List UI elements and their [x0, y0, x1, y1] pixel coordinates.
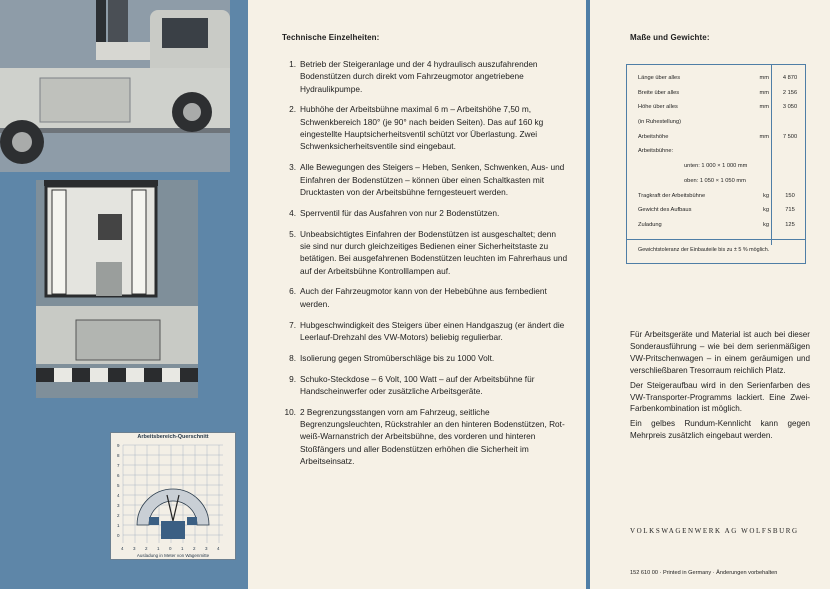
item-number: 10. — [284, 406, 296, 417]
technical-details-title: Technische Einzelheiten: — [282, 33, 380, 42]
table-row — [627, 218, 805, 233]
row-label: Zuladung — [638, 221, 662, 228]
table-row — [627, 86, 805, 101]
dimensions-table — [626, 64, 806, 264]
x-tick-label: 2 — [193, 546, 196, 551]
y-tick-label: 7 — [117, 463, 120, 468]
description-paragraph: Für Arbeitsgeräte und Material ist auch bei dieser Sonderausführung – wie bei dem serienmäßigen VW-Pritschenwagen – in einem geräumigen und verschließbaren Tresorraum reichlich Platz. — [630, 330, 810, 375]
vehicle-rear-photo — [36, 180, 198, 398]
row-label: (in Ruhestellung) — [638, 119, 681, 126]
row-label: Arbeitsbühne: — [638, 148, 674, 155]
item-text: Unbeabsichtigtes Einfahren der Bodenstützen ist ausgeschaltet; denn sie sind nur durch gleichzeitiges Bedienen einer Sicherheitstaste zu betätigen. Bei ausgefahrenen Bodenstützen leuchten im Fahrerhaus und auf der Arbeitsbühne Kontrolllampen auf. — [300, 228, 568, 276]
y-tick-label: 2 — [117, 513, 120, 518]
technical-details-column — [248, 0, 586, 589]
diagram-title: Arbeitsbereich-Querschnitt — [137, 434, 209, 440]
item-number: 2. — [289, 104, 296, 115]
table-row — [627, 71, 805, 86]
item-number: 1. — [289, 59, 296, 69]
row-value: 150 — [785, 192, 795, 199]
item-text: 2 Begrenzungsstangen vorn am Fahrzeug, seitliche Begrenzungsleuchten, Rückstrahler an den hinteren Bodenstützen, Rot-weiß-Warnanstrich der Arbeitsbühne, des vorderen und hinteren Stoßfängers und aller Bodenstützen erhöhen die Sicherheit im Arbeitseinsatz. — [300, 406, 565, 467]
vehicle-side-photo — [0, 0, 230, 172]
photo-panel — [0, 0, 248, 589]
technical-detail-item — [280, 207, 568, 219]
table-row — [627, 115, 805, 130]
x-tick-label: 2 — [145, 546, 148, 551]
x-tick-label: 1 — [181, 546, 184, 551]
row-value: 125 — [785, 221, 795, 228]
item-text: Auch der Fahrzeugmotor kann von der Hebebühne aus fernbedient werden. — [300, 286, 547, 309]
row-value: 7 500 — [782, 133, 798, 140]
row-unit: kg — [762, 207, 769, 214]
row-label: Gewicht des Aufbaus — [638, 207, 692, 214]
item-text: Schuko-Steckdose – 6 Volt, 100 Watt – auf der Arbeitsbühne für Handscheinwerfer oder zusätzliche Arbeitsgeräte. — [300, 373, 535, 396]
x-tick-label: 4 — [121, 546, 124, 551]
table-row — [627, 144, 805, 159]
row-unit: mm — [759, 75, 769, 81]
row-value: 4 870 — [782, 75, 798, 81]
item-text: Betrieb der Steigeranlage und der 4 hydraulisch auszufahrenden Bodenstützen durch direkt vom Fahrzeugmotor angetriebene Hydraulikpumpe. — [300, 59, 538, 94]
row-unit: kg — [762, 221, 769, 228]
item-text: Alle Bewegungen des Steigers – Heben, Senken, Schwenken, Aus- und Einfahren der Bodenstützen – können über einen Schaltkasten mit Drucktasten von der Arbeitsbühne ferngesteuert werden. — [300, 162, 565, 197]
table-row — [627, 159, 805, 174]
item-number: 9. — [289, 373, 296, 384]
table-row — [627, 189, 805, 204]
print-note: 152 610 00 · Printed in Germany · Änderungen vorbehalten — [630, 570, 778, 576]
item-text: Isolierung gegen Stromüberschläge bis zu 1000 Volt. — [300, 352, 495, 363]
y-tick-label: 3 — [117, 503, 120, 508]
item-number: 8. — [289, 352, 296, 363]
row-label: Arbeitshöhe — [638, 133, 669, 140]
y-tick-label: 1 — [117, 523, 120, 528]
y-tick-label: 8 — [117, 453, 120, 458]
x-tick-label: 0 — [169, 546, 172, 551]
item-text: Sperrventil für das Ausfahren von nur 2 Bodenstützen. — [300, 207, 500, 218]
technical-detail-item — [280, 103, 568, 152]
dimensions-title: Maße und Gewichte: — [630, 33, 710, 42]
description-text — [630, 329, 810, 445]
y-tick-label: 5 — [117, 483, 120, 488]
row-value: 715 — [785, 207, 795, 214]
technical-detail-item — [280, 406, 568, 467]
technical-detail-item — [280, 285, 568, 310]
x-tick-label: 4 — [217, 546, 220, 551]
x-tick-label: 1 — [157, 546, 160, 551]
weight-tolerance-note: Gewichtstoleranz der Einbauteile bis zu ± 5 % möglich. — [627, 239, 805, 263]
item-number: 4. — [289, 207, 296, 218]
row-unit: mm — [759, 89, 769, 96]
x-tick-label: 3 — [133, 546, 136, 551]
technical-detail-item — [280, 161, 568, 198]
table-row — [627, 100, 805, 115]
description-paragraph: Der Steigeraufbau wird in den Serienfarben des VW-Transporter-Programms lackiert. Eine Zwei-Farbenkombination ist möglich. — [630, 380, 810, 414]
table-row — [627, 130, 805, 145]
item-number: 7. — [289, 319, 296, 330]
row-label: unten: 1 000 × 1 000 mm — [684, 163, 748, 170]
row-value: 2 156 — [782, 89, 798, 96]
description-paragraph: Ein gelbes Rundum-Kennlicht kann gegen Mehrpreis zusätzlich eingebaut werden. — [630, 419, 810, 441]
y-tick-label: 9 — [117, 443, 120, 448]
item-number: 3. — [289, 162, 296, 173]
technical-detail-item — [280, 319, 568, 344]
item-number: 6. — [289, 286, 296, 297]
row-label: Höhe über alles — [638, 104, 678, 111]
x-tick-label: 3 — [205, 546, 208, 551]
technical-detail-item — [280, 228, 568, 277]
technical-details-list — [280, 58, 568, 476]
table-row — [627, 174, 805, 189]
row-value: 3 050 — [782, 104, 798, 111]
technical-detail-item — [280, 352, 568, 364]
y-tick-label: 6 — [117, 473, 120, 478]
diagram-caption: Ausladung in Meter von Wagenmitte — [136, 553, 210, 558]
y-tick-label: 0 — [117, 533, 120, 538]
row-label: Breite über alles — [638, 89, 680, 96]
row-label: oben: 1 050 × 1 050 mm — [684, 177, 746, 184]
technical-detail-item — [280, 373, 568, 398]
table-row — [627, 203, 805, 218]
work-range-diagram — [110, 432, 236, 560]
row-label: Länge über alles — [638, 75, 681, 81]
row-unit: mm — [759, 133, 769, 140]
row-label: Tragkraft der Arbeitsbühne — [638, 192, 706, 199]
y-tick-label: 4 — [117, 493, 120, 498]
technical-detail-item — [280, 58, 568, 95]
row-unit: mm — [759, 104, 769, 111]
row-unit: kg — [762, 192, 769, 199]
item-text: Hubgeschwindigkeit des Steigers über einen Handgaszug (er ändert die Leerlauf-Drehzahl des VW-Motors) beliebig regulierbar. — [300, 319, 565, 342]
item-text: Hubhöhe der Arbeitsbühne maximal 6 m – Arbeitshöhe 7,50 m, Schwenkbereich 180° (je 90° nach beiden Seiten). Das auf 160 kg eingestellte Hauptsicherheitsventil schützt vor Überlastung. Zwei Schwenksicherheitsventile sind eingebaut. — [300, 104, 544, 152]
item-number: 5. — [289, 228, 296, 239]
brand-footer: VOLKSWAGENWERK AG WOLFSBURG — [630, 527, 799, 535]
dimensions-column — [590, 0, 830, 589]
